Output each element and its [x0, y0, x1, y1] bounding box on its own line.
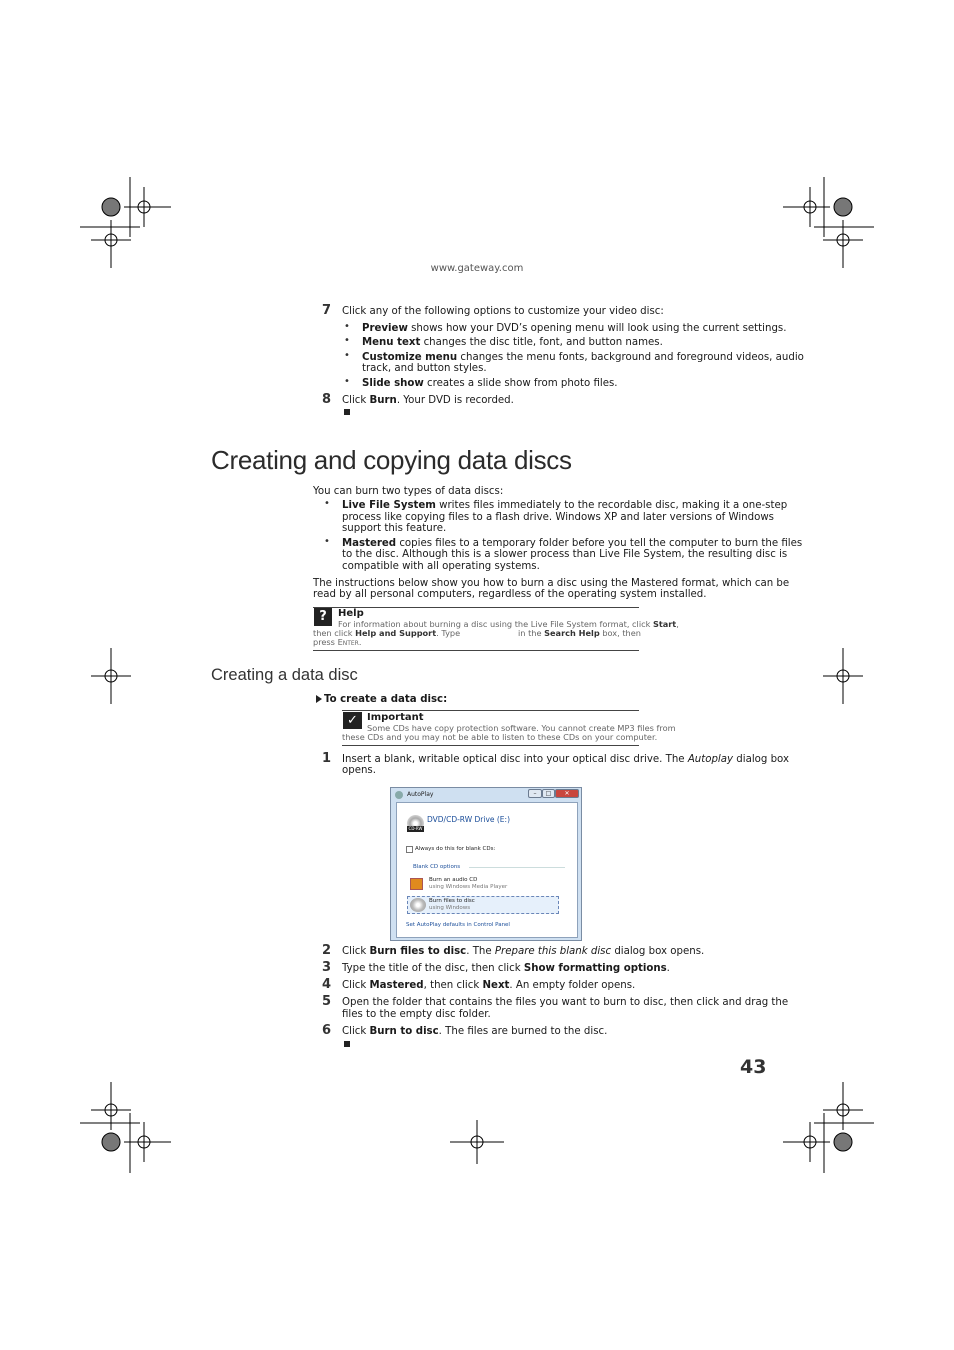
subsection-title: Creating a data disc [211, 666, 358, 684]
list-item: Slide show creates a slide show from photo files. [362, 378, 618, 389]
note-text: then click Help and Support. Type [313, 628, 461, 638]
cd-rw-badge-icon: CD-RW [408, 826, 423, 831]
option-title[interactable]: Burn an audio CD [429, 877, 478, 883]
step-number: 8 [322, 392, 332, 407]
step-number: 2 [322, 943, 332, 958]
note-text: these CDs and you may not be able to listen to these CDs on your computer. [342, 732, 658, 742]
step-text: Click any of the following options to customize your video disc: [342, 306, 664, 317]
end-of-section-mark [344, 1041, 350, 1047]
step-text: Type the title of the disc, then click Show formatting options. [342, 963, 670, 974]
step-number: 7 [322, 303, 332, 318]
procedure-arrow-icon [316, 695, 322, 703]
note-rule-bottom [313, 650, 639, 651]
step-text-continuation: files to the empty disc folder. [342, 1009, 491, 1020]
note-text: Some CDs have copy protection software. You cannot create MP3 files from [367, 723, 676, 733]
step-number: 6 [322, 1023, 332, 1038]
dialog-content [396, 802, 578, 938]
control-panel-link[interactable]: Set AutoPlay defaults in Control Panel [406, 922, 510, 928]
note-text: press Enter. [313, 637, 362, 647]
bullet-icon: • [324, 536, 330, 547]
checkbox-label: Always do this for blank CDs: [415, 846, 496, 852]
media-player-icon [410, 878, 423, 890]
step-text-continuation: opens. [342, 765, 376, 776]
list-item: Live File System writes files immediately to the recordable disc, making it a one-step [342, 500, 788, 511]
step-text: Click Burn. Your DVD is recorded. [342, 395, 514, 406]
procedure-title: To create a data disc: [324, 694, 448, 705]
note-rule-top [342, 710, 639, 711]
note-title: Help [338, 608, 364, 619]
autoplay-dialog-screenshot [390, 787, 582, 941]
bullet-icon: • [324, 498, 330, 509]
step-text: Insert a blank, writable optical disc into your optical disc drive. The Autoplay dialog box [342, 754, 790, 765]
header-url: www.gateway.com [430, 263, 524, 274]
list-item-continuation: compatible with all operating systems. [342, 561, 540, 572]
disc-burn-icon [410, 898, 426, 912]
list-item-continuation: support this feature. [342, 523, 447, 534]
list-item-continuation: track, and button styles. [362, 363, 487, 374]
option-subtitle: using Windows [429, 905, 471, 911]
note-title: Important [367, 712, 424, 723]
intro-text: You can burn two types of data discs: [313, 486, 504, 497]
always-do-this-checkbox[interactable] [406, 846, 413, 853]
note-text: in the Search Help box, then [518, 628, 641, 638]
paragraph-line: read by all personal computers, regardless of the operating system installed. [313, 589, 707, 600]
list-item: Preview shows how your DVD’s opening menu will look using the current settings. [362, 323, 787, 334]
step-number: 5 [322, 994, 332, 1009]
note-rule-bottom [342, 745, 639, 746]
step-text: Click Burn files to disc. The Prepare this blank disc dialog box opens. [342, 946, 705, 957]
paragraph-line: The instructions below show you how to burn a disc using the Mastered format, which can be [313, 578, 790, 589]
list-item-continuation: process like copying files to a flash drive. Windows XP and later versions of Windows [342, 512, 774, 523]
step-text: Click Burn to disc. The files are burned to the disc. [342, 1026, 608, 1037]
option-subtitle: using Windows Media Player [429, 884, 508, 890]
list-item: Menu text changes the disc title, font, and button names. [362, 337, 663, 348]
bullet-icon: • [344, 321, 350, 332]
dialog-title: AutoPlay [407, 791, 434, 798]
step-text: Open the folder that contains the files you want to burn to disc, then click and drag the [342, 997, 789, 1008]
key-name: Enter [337, 637, 359, 647]
close-button[interactable]: ✕ [555, 789, 579, 798]
drive-name: DVD/CD-RW Drive (E:) [427, 815, 510, 824]
section-title: Creating and copying data discs [211, 445, 572, 475]
help-icon: ? [314, 608, 332, 626]
page-number: 43 [740, 1056, 767, 1078]
step-number: 3 [322, 960, 332, 975]
bullet-icon: • [344, 335, 350, 346]
list-item-continuation: to the disc. Although this is a slower process than Live File System, the resulting disc is [342, 549, 788, 560]
group-divider [469, 867, 565, 868]
autoplay-icon [395, 791, 403, 799]
note-text: For information about burning a disc using the Live File System format, click Start, [338, 619, 679, 629]
end-of-section-mark [344, 409, 350, 415]
checkmark-icon: ✓ [343, 712, 362, 729]
maximize-button[interactable]: □ [542, 789, 555, 798]
bullet-icon: • [344, 376, 350, 387]
option-title[interactable]: Burn files to disc [429, 898, 475, 904]
bullet-icon: • [344, 350, 350, 361]
list-item: Mastered copies files to a temporary folder before you tell the computer to burn the files [342, 538, 803, 549]
step-number: 1 [322, 751, 332, 766]
step-number: 4 [322, 977, 332, 992]
minimize-button[interactable]: – [528, 789, 542, 798]
step-text: Click Mastered, then click Next. An empty folder opens. [342, 980, 636, 991]
list-item: Customize menu changes the menu fonts, background and foreground videos, audio [362, 352, 804, 363]
group-label: Blank CD options [413, 864, 461, 870]
